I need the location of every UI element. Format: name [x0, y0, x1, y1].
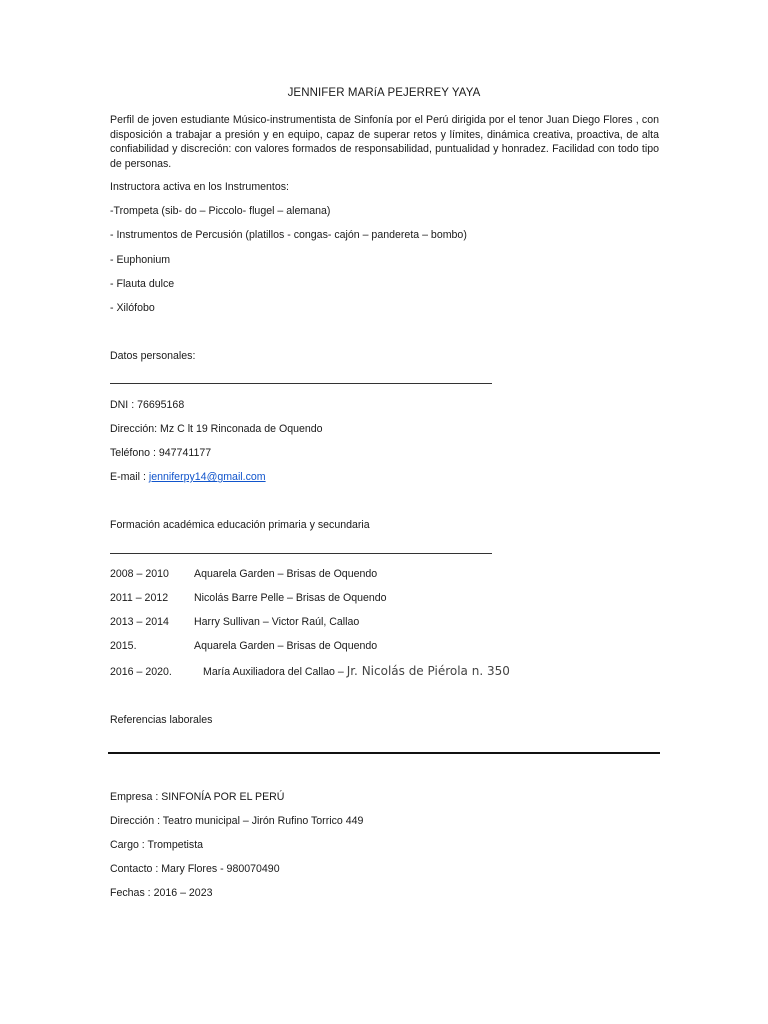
reference-contact: Contacto : Mary Flores - 980070490 — [110, 863, 280, 875]
education-school: Aquarela Garden – Brisas de Oquendo — [194, 568, 378, 580]
education-school: Harry Sullivan – Victor Raúl, Callao — [194, 616, 360, 628]
education-school — [203, 664, 510, 679]
dni-field: DNI : 76695168 — [110, 399, 185, 411]
reference-position: Cargo : Trompetista — [110, 839, 204, 851]
instrument-item: - Xilófobo — [110, 302, 155, 314]
education-years: 2008 – 2010 — [110, 568, 169, 580]
phone-field: Teléfono : 947741177 — [110, 447, 212, 459]
education-school: Aquarela Garden – Brisas de Oquendo — [194, 640, 378, 652]
education-school-name: María Auxiliadora del Callao – — [203, 666, 347, 678]
education-years: 2011 – 2012 — [110, 592, 169, 604]
profile-paragraph: Perfil de joven estudiante Músico-instrumentista de Sinfonía por el Perú dirigida por el tenor Juan Diego Flores , con disposición a trabajar a presión y en equipo, capaz de superar retos y límites, dinámica creativa, proactiva, de alta confiabilidad y discreción: con valores formados de responsabilidad, puntualidad y honradez. Facilidad con todo tipo de personas. — [110, 114, 659, 170]
personal-data-heading: Datos personales: — [110, 350, 196, 362]
education-school: Nicolás Barre Pelle – Brisas de Oquendo — [194, 592, 387, 604]
reference-address: Dirección : Teatro municipal – Jirón Rufino Torrico 449 — [110, 815, 364, 827]
instrument-item: - Flauta dulce — [110, 278, 175, 290]
instrument-item: -Trompeta (sib- do – Piccolo- flugel – alemana) — [110, 205, 331, 217]
email-link[interactable]: jenniferpy14@gmail.com — [148, 471, 266, 483]
address-field: Dirección: Mz C lt 19 Rinconada de Oquendo — [110, 423, 323, 435]
reference-dates: Fechas : 2016 – 2023 — [110, 887, 213, 899]
instrument-item: - Euphonium — [110, 254, 171, 266]
education-heading: Formación académica educación primaria y secundaria — [110, 519, 370, 531]
education-years: 2013 – 2014 — [110, 616, 169, 628]
section-divider-thick — [108, 752, 660, 754]
section-divider — [110, 383, 492, 384]
education-years: 2016 – 2020. — [110, 666, 172, 678]
email-label: E-mail : — [110, 471, 149, 483]
references-heading: Referencias laborales — [110, 714, 213, 726]
reference-company: Empresa : SINFONÍA POR EL PERÚ — [110, 791, 285, 803]
instrument-item: - Instrumentos de Percusión (platillos - congas- cajón – pandereta – bombo) — [110, 229, 467, 241]
email-field — [110, 470, 266, 484]
section-divider — [110, 553, 492, 554]
education-years: 2015. — [110, 640, 137, 652]
page-title: JENNIFER MARíA PEJERREY YAYA — [287, 87, 481, 99]
instruments-heading: Instructora activa en los Instrumentos: — [110, 181, 289, 193]
education-school-address: Jr. Nicolás de Piérola n. 350 — [346, 664, 510, 678]
